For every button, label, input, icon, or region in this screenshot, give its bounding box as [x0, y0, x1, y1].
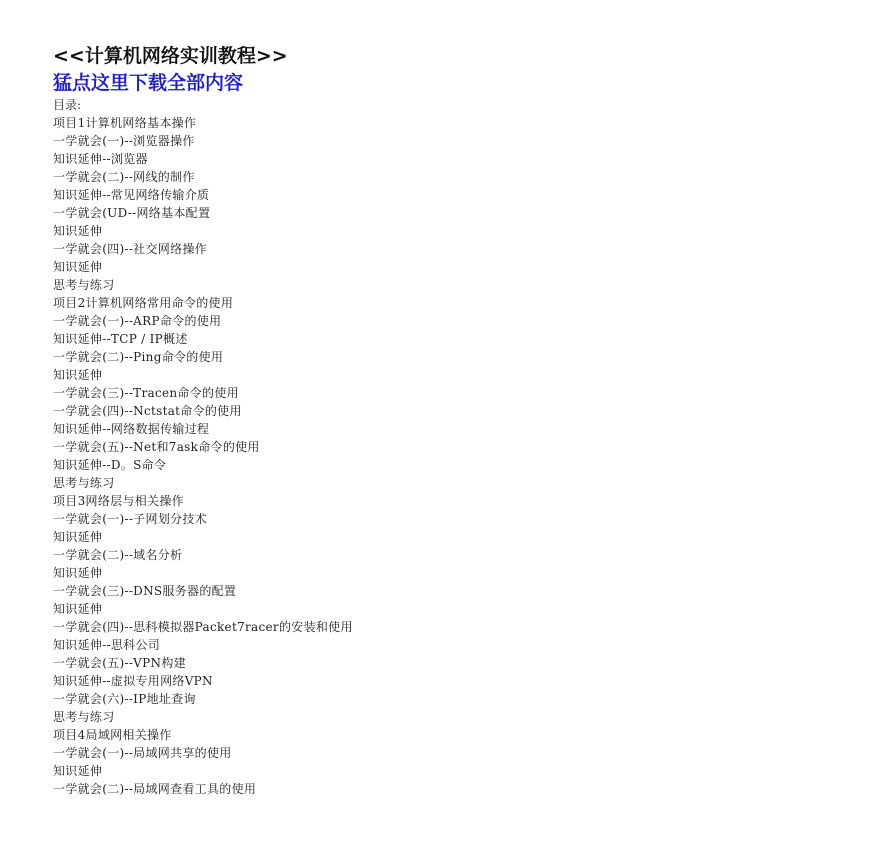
toc-item: 一学就会(二)--Ping命令的使用: [53, 350, 224, 364]
toc-item: 一学就会(一)--浏览器操作: [53, 134, 195, 148]
toc-item: 一学就会(三)--DNS服务器的配置: [53, 584, 237, 598]
toc-label: 目录:: [53, 98, 82, 112]
toc-item: 一学就会(六)--IP地址查询: [53, 692, 196, 706]
toc-item: 一学就会(一)--子网划分技术: [53, 512, 207, 526]
toc-item: 知识延伸--网络数据传输过程: [53, 422, 210, 436]
toc-item: 知识延伸: [53, 602, 103, 616]
toc-item: 一学就会(三)--Tracen命令的使用: [53, 386, 239, 400]
toc-item: 项目4局域网相关操作: [53, 728, 172, 742]
toc-item: 项目1计算机网络基本操作: [53, 116, 197, 130]
toc-item: 一学就会(一)--局域网共享的使用: [53, 746, 232, 760]
toc-item: 项目2计算机网络常用命令的使用: [53, 296, 234, 310]
toc-item: 一学就会(二)--局域网查看工具的使用: [53, 782, 257, 796]
toc-item: 项目3网络层与相关操作: [53, 494, 184, 508]
toc-item: 一学就会(五)--Net和7ask命令的使用: [53, 440, 260, 454]
toc-item: 知识延伸--常见网络传输介质: [53, 188, 210, 202]
toc-item: 一学就会(二)--网线的制作: [53, 170, 195, 184]
toc-item: 一学就会(四)--社交网络操作: [53, 242, 207, 256]
toc-item: 一学就会(一)--ARP命令的使用: [53, 314, 222, 328]
document-page: [53, 44, 853, 798]
toc-item: 知识延伸: [53, 260, 103, 274]
toc-item: 知识延伸--思科公司: [53, 638, 161, 652]
toc-item: 知识延伸--虚拟专用网络VPN: [53, 674, 213, 688]
toc-item: 知识延伸: [53, 368, 103, 382]
toc-item: 思考与练习: [53, 278, 115, 292]
toc-item: 知识延伸: [53, 224, 103, 238]
toc-item: 知识延伸--浏览器: [53, 152, 148, 166]
download-all-link[interactable]: 猛点这里下载全部内容: [53, 72, 244, 94]
toc-item: 一学就会(UD--网络基本配置: [53, 206, 211, 220]
toc-item: 一学就会(二)--域名分析: [53, 548, 183, 562]
toc-item: 一学就会(四)--Nctstat命令的使用: [53, 404, 242, 418]
toc-item: 知识延伸: [53, 530, 103, 544]
toc-item: 知识延伸: [53, 566, 103, 580]
toc-item: 知识延伸--TCP / IP概述: [53, 332, 188, 346]
document-title: <<计算机网络实训教程>>: [53, 45, 288, 67]
toc-item: 一学就会(四)--思科模拟器Packet7racer的安装和使用: [53, 620, 353, 634]
toc-item: 一学就会(五)--VPN构建: [53, 656, 186, 670]
toc-item: 思考与练习: [53, 710, 115, 724]
toc-item: 知识延伸--D。S命令: [53, 458, 167, 472]
table-of-contents: [53, 114, 853, 798]
toc-item: 知识延伸: [53, 764, 103, 778]
toc-item: 思考与练习: [53, 476, 115, 490]
